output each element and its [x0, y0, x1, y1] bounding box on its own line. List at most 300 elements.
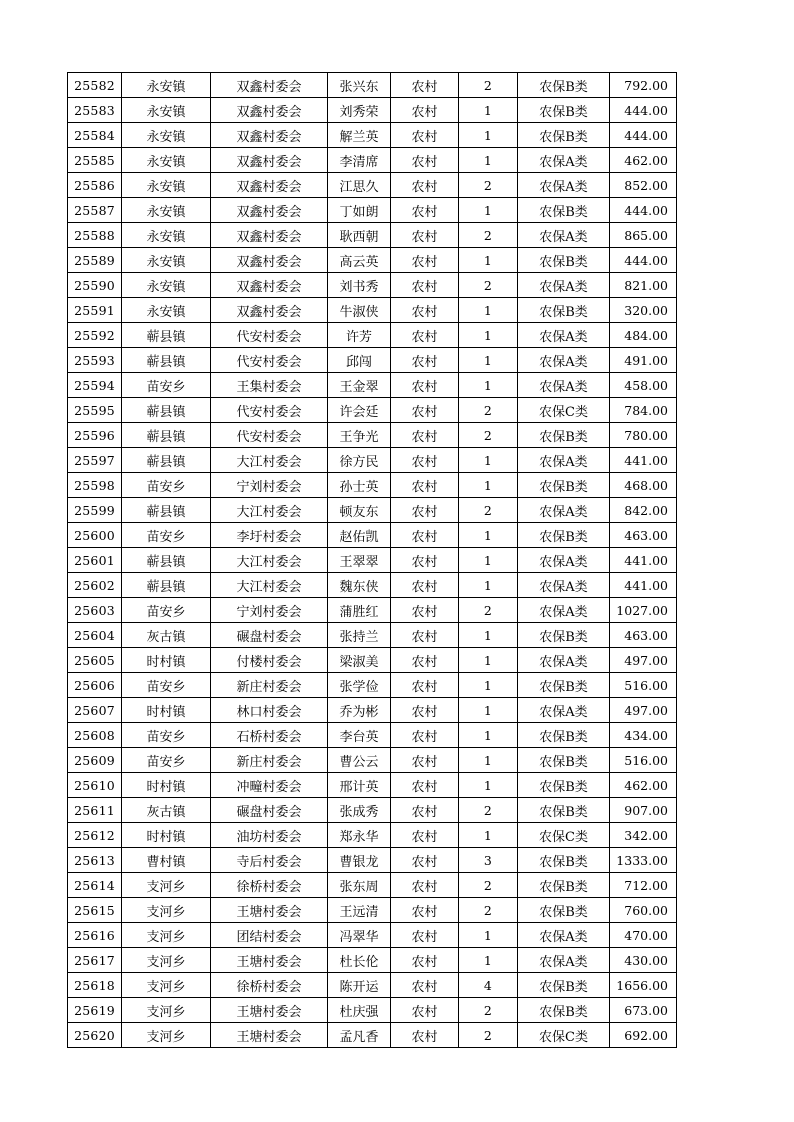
count-cell: 2 — [459, 223, 518, 248]
category-cell: 农保A类 — [518, 498, 610, 523]
name-cell: 顿友东 — [328, 498, 391, 523]
table-row — [68, 948, 677, 973]
name-cell: 李清席 — [328, 148, 391, 173]
category-cell: 农保B类 — [518, 723, 610, 748]
table-row — [68, 173, 677, 198]
type-cell: 农村 — [391, 823, 459, 848]
town-cell: 永安镇 — [122, 198, 211, 223]
town-cell: 灰古镇 — [122, 623, 211, 648]
village-cell: 王塘村委会 — [211, 898, 328, 923]
amount-cell: 780.00 — [610, 423, 677, 448]
count-cell: 2 — [459, 498, 518, 523]
count-cell: 3 — [459, 848, 518, 873]
village-cell: 双鑫村委会 — [211, 248, 328, 273]
amount-cell: 497.00 — [610, 698, 677, 723]
village-cell: 大江村委会 — [211, 548, 328, 573]
town-cell: 支河乡 — [122, 948, 211, 973]
village-cell: 团结村委会 — [211, 923, 328, 948]
category-cell: 农保B类 — [518, 623, 610, 648]
count-cell: 1 — [459, 148, 518, 173]
category-cell: 农保C类 — [518, 823, 610, 848]
id-cell: 25589 — [68, 248, 122, 273]
count-cell: 1 — [459, 923, 518, 948]
category-cell: 农保A类 — [518, 948, 610, 973]
count-cell: 1 — [459, 773, 518, 798]
table-row — [68, 798, 677, 823]
amount-cell: 1027.00 — [610, 598, 677, 623]
table-row — [68, 398, 677, 423]
name-cell: 杜长伦 — [328, 948, 391, 973]
village-cell: 大江村委会 — [211, 448, 328, 473]
name-cell: 许会廷 — [328, 398, 391, 423]
type-cell: 农村 — [391, 348, 459, 373]
amount-cell: 462.00 — [610, 773, 677, 798]
category-cell: 农保B类 — [518, 123, 610, 148]
count-cell: 1 — [459, 323, 518, 348]
category-cell: 农保A类 — [518, 323, 610, 348]
type-cell: 农村 — [391, 973, 459, 998]
count-cell: 1 — [459, 98, 518, 123]
category-cell: 农保B类 — [518, 798, 610, 823]
type-cell: 农村 — [391, 298, 459, 323]
type-cell: 农村 — [391, 198, 459, 223]
name-cell: 乔为彬 — [328, 698, 391, 723]
town-cell: 苗安乡 — [122, 473, 211, 498]
id-cell: 25613 — [68, 848, 122, 873]
town-cell: 蕲县镇 — [122, 398, 211, 423]
count-cell: 1 — [459, 723, 518, 748]
table-row — [68, 723, 677, 748]
town-cell: 时村镇 — [122, 648, 211, 673]
town-cell: 时村镇 — [122, 773, 211, 798]
town-cell: 苗安乡 — [122, 673, 211, 698]
id-cell: 25596 — [68, 423, 122, 448]
town-cell: 永安镇 — [122, 123, 211, 148]
count-cell: 1 — [459, 823, 518, 848]
count-cell: 2 — [459, 73, 518, 98]
count-cell: 1 — [459, 548, 518, 573]
type-cell: 农村 — [391, 848, 459, 873]
table-row — [68, 473, 677, 498]
category-cell: 农保B类 — [518, 73, 610, 98]
name-cell: 王翠翠 — [328, 548, 391, 573]
village-cell: 新庄村委会 — [211, 748, 328, 773]
amount-cell: 444.00 — [610, 98, 677, 123]
village-cell: 双鑫村委会 — [211, 98, 328, 123]
village-cell: 油坊村委会 — [211, 823, 328, 848]
name-cell: 孟凡香 — [328, 1023, 391, 1048]
village-cell: 双鑫村委会 — [211, 148, 328, 173]
id-cell: 25586 — [68, 173, 122, 198]
amount-cell: 692.00 — [610, 1023, 677, 1048]
id-cell: 25610 — [68, 773, 122, 798]
amount-cell: 516.00 — [610, 673, 677, 698]
table-row — [68, 223, 677, 248]
name-cell: 王争光 — [328, 423, 391, 448]
village-cell: 宁刘村委会 — [211, 473, 328, 498]
table-row — [68, 623, 677, 648]
town-cell: 蕲县镇 — [122, 323, 211, 348]
id-cell: 25605 — [68, 648, 122, 673]
table-row — [68, 673, 677, 698]
count-cell: 1 — [459, 648, 518, 673]
id-cell: 25614 — [68, 873, 122, 898]
id-cell: 25592 — [68, 323, 122, 348]
count-cell: 4 — [459, 973, 518, 998]
name-cell: 陈开运 — [328, 973, 391, 998]
name-cell: 邢计英 — [328, 773, 391, 798]
type-cell: 农村 — [391, 248, 459, 273]
table-row — [68, 698, 677, 723]
id-cell: 25620 — [68, 1023, 122, 1048]
town-cell: 时村镇 — [122, 698, 211, 723]
table-row — [68, 998, 677, 1023]
table-row — [68, 198, 677, 223]
category-cell: 农保A类 — [518, 448, 610, 473]
amount-cell: 463.00 — [610, 523, 677, 548]
amount-cell: 444.00 — [610, 198, 677, 223]
village-cell: 徐桥村委会 — [211, 973, 328, 998]
type-cell: 农村 — [391, 648, 459, 673]
category-cell: 农保A类 — [518, 273, 610, 298]
category-cell: 农保B类 — [518, 248, 610, 273]
category-cell: 农保C类 — [518, 398, 610, 423]
town-cell: 蕲县镇 — [122, 423, 211, 448]
category-cell: 农保B类 — [518, 998, 610, 1023]
type-cell: 农村 — [391, 273, 459, 298]
name-cell: 丁如朗 — [328, 198, 391, 223]
count-cell: 2 — [459, 173, 518, 198]
village-cell: 石桥村委会 — [211, 723, 328, 748]
village-cell: 林口村委会 — [211, 698, 328, 723]
amount-cell: 516.00 — [610, 748, 677, 773]
amount-cell: 792.00 — [610, 73, 677, 98]
amount-cell: 458.00 — [610, 373, 677, 398]
count-cell: 1 — [459, 573, 518, 598]
town-cell: 永安镇 — [122, 248, 211, 273]
count-cell: 2 — [459, 273, 518, 298]
category-cell: 农保A类 — [518, 573, 610, 598]
category-cell: 农保B类 — [518, 748, 610, 773]
amount-cell: 907.00 — [610, 798, 677, 823]
village-cell: 付楼村委会 — [211, 648, 328, 673]
id-cell: 25593 — [68, 348, 122, 373]
town-cell: 蕲县镇 — [122, 348, 211, 373]
count-cell: 2 — [459, 598, 518, 623]
name-cell: 曹公云 — [328, 748, 391, 773]
table-row — [68, 873, 677, 898]
category-cell: 农保A类 — [518, 373, 610, 398]
category-cell: 农保C类 — [518, 1023, 610, 1048]
id-cell: 25595 — [68, 398, 122, 423]
count-cell: 1 — [459, 673, 518, 698]
count-cell: 1 — [459, 123, 518, 148]
id-cell: 25588 — [68, 223, 122, 248]
id-cell: 25597 — [68, 448, 122, 473]
name-cell: 魏东侠 — [328, 573, 391, 598]
category-cell: 农保A类 — [518, 348, 610, 373]
amount-cell: 444.00 — [610, 123, 677, 148]
category-cell: 农保B类 — [518, 873, 610, 898]
count-cell: 1 — [459, 248, 518, 273]
id-cell: 25587 — [68, 198, 122, 223]
type-cell: 农村 — [391, 798, 459, 823]
id-cell: 25615 — [68, 898, 122, 923]
name-cell: 冯翠华 — [328, 923, 391, 948]
category-cell: 农保A类 — [518, 648, 610, 673]
category-cell: 农保B类 — [518, 898, 610, 923]
type-cell: 农村 — [391, 598, 459, 623]
town-cell: 支河乡 — [122, 923, 211, 948]
type-cell: 农村 — [391, 98, 459, 123]
name-cell: 耿西朝 — [328, 223, 391, 248]
id-cell: 25617 — [68, 948, 122, 973]
count-cell: 1 — [459, 948, 518, 973]
id-cell: 25583 — [68, 98, 122, 123]
table-row — [68, 73, 677, 98]
table-row — [68, 373, 677, 398]
name-cell: 曹银龙 — [328, 848, 391, 873]
name-cell: 梁淑美 — [328, 648, 391, 673]
type-cell: 农村 — [391, 873, 459, 898]
type-cell: 农村 — [391, 398, 459, 423]
category-cell: 农保A类 — [518, 148, 610, 173]
type-cell: 农村 — [391, 73, 459, 98]
village-cell: 代安村委会 — [211, 398, 328, 423]
type-cell: 农村 — [391, 898, 459, 923]
town-cell: 苗安乡 — [122, 523, 211, 548]
amount-cell: 852.00 — [610, 173, 677, 198]
id-cell: 25590 — [68, 273, 122, 298]
table-row — [68, 648, 677, 673]
village-cell: 双鑫村委会 — [211, 198, 328, 223]
town-cell: 蕲县镇 — [122, 498, 211, 523]
table-row — [68, 273, 677, 298]
count-cell: 1 — [459, 523, 518, 548]
village-cell: 碾盘村委会 — [211, 798, 328, 823]
count-cell: 2 — [459, 398, 518, 423]
table-row — [68, 298, 677, 323]
count-cell: 1 — [459, 748, 518, 773]
category-cell: 农保B类 — [518, 973, 610, 998]
village-cell: 双鑫村委会 — [211, 123, 328, 148]
name-cell: 孙士英 — [328, 473, 391, 498]
category-cell: 农保A类 — [518, 698, 610, 723]
type-cell: 农村 — [391, 673, 459, 698]
town-cell: 灰古镇 — [122, 798, 211, 823]
id-cell: 25584 — [68, 123, 122, 148]
table-row — [68, 823, 677, 848]
id-cell: 25607 — [68, 698, 122, 723]
name-cell: 张成秀 — [328, 798, 391, 823]
name-cell: 张兴东 — [328, 73, 391, 98]
name-cell: 赵佑凯 — [328, 523, 391, 548]
table-row — [68, 148, 677, 173]
category-cell: 农保A类 — [518, 223, 610, 248]
table-row — [68, 98, 677, 123]
table-row — [68, 523, 677, 548]
amount-cell: 463.00 — [610, 623, 677, 648]
type-cell: 农村 — [391, 773, 459, 798]
town-cell: 蕲县镇 — [122, 548, 211, 573]
type-cell: 农村 — [391, 923, 459, 948]
id-cell: 25616 — [68, 923, 122, 948]
village-cell: 王集村委会 — [211, 373, 328, 398]
count-cell: 1 — [459, 623, 518, 648]
count-cell: 2 — [459, 423, 518, 448]
table-row — [68, 548, 677, 573]
category-cell: 农保B类 — [518, 773, 610, 798]
village-cell: 李圩村委会 — [211, 523, 328, 548]
town-cell: 蕲县镇 — [122, 448, 211, 473]
id-cell: 25619 — [68, 998, 122, 1023]
category-cell: 农保B类 — [518, 523, 610, 548]
name-cell: 张学俭 — [328, 673, 391, 698]
category-cell: 农保B类 — [518, 198, 610, 223]
village-cell: 代安村委会 — [211, 423, 328, 448]
table-row — [68, 348, 677, 373]
name-cell: 李台英 — [328, 723, 391, 748]
type-cell: 农村 — [391, 523, 459, 548]
id-cell: 25606 — [68, 673, 122, 698]
table-row — [68, 1023, 677, 1048]
type-cell: 农村 — [391, 223, 459, 248]
category-cell: 农保A类 — [518, 173, 610, 198]
village-cell: 大江村委会 — [211, 573, 328, 598]
town-cell: 支河乡 — [122, 973, 211, 998]
table-row — [68, 323, 677, 348]
amount-cell: 468.00 — [610, 473, 677, 498]
id-cell: 25594 — [68, 373, 122, 398]
village-cell: 新庄村委会 — [211, 673, 328, 698]
amount-cell: 342.00 — [610, 823, 677, 848]
name-cell: 王金翠 — [328, 373, 391, 398]
village-cell: 双鑫村委会 — [211, 223, 328, 248]
amount-cell: 673.00 — [610, 998, 677, 1023]
type-cell: 农村 — [391, 123, 459, 148]
table-row — [68, 423, 677, 448]
town-cell: 支河乡 — [122, 1023, 211, 1048]
town-cell: 永安镇 — [122, 148, 211, 173]
table-row — [68, 748, 677, 773]
id-cell: 25582 — [68, 73, 122, 98]
count-cell: 2 — [459, 898, 518, 923]
table-row — [68, 773, 677, 798]
type-cell: 农村 — [391, 1023, 459, 1048]
name-cell: 徐方民 — [328, 448, 391, 473]
name-cell: 郑永华 — [328, 823, 391, 848]
count-cell: 1 — [459, 298, 518, 323]
amount-cell: 491.00 — [610, 348, 677, 373]
id-cell: 25611 — [68, 798, 122, 823]
type-cell: 农村 — [391, 373, 459, 398]
count-cell: 1 — [459, 373, 518, 398]
category-cell: 农保B类 — [518, 298, 610, 323]
category-cell: 农保B类 — [518, 423, 610, 448]
village-cell: 王塘村委会 — [211, 998, 328, 1023]
name-cell: 杜庆强 — [328, 998, 391, 1023]
village-cell: 王塘村委会 — [211, 1023, 328, 1048]
count-cell: 1 — [459, 698, 518, 723]
type-cell: 农村 — [391, 548, 459, 573]
name-cell: 王远清 — [328, 898, 391, 923]
id-cell: 25601 — [68, 548, 122, 573]
village-cell: 双鑫村委会 — [211, 273, 328, 298]
id-cell: 25600 — [68, 523, 122, 548]
category-cell: 农保B类 — [518, 98, 610, 123]
village-cell: 冲疃村委会 — [211, 773, 328, 798]
id-cell: 25602 — [68, 573, 122, 598]
type-cell: 农村 — [391, 498, 459, 523]
name-cell: 高云英 — [328, 248, 391, 273]
type-cell: 农村 — [391, 423, 459, 448]
town-cell: 支河乡 — [122, 873, 211, 898]
table-row — [68, 923, 677, 948]
town-cell: 时村镇 — [122, 823, 211, 848]
count-cell: 2 — [459, 873, 518, 898]
category-cell: 农保B类 — [518, 473, 610, 498]
village-cell: 双鑫村委会 — [211, 73, 328, 98]
village-cell: 大江村委会 — [211, 498, 328, 523]
count-cell: 1 — [459, 473, 518, 498]
town-cell: 苗安乡 — [122, 598, 211, 623]
id-cell: 25603 — [68, 598, 122, 623]
category-cell: 农保A类 — [518, 598, 610, 623]
count-cell: 1 — [459, 448, 518, 473]
amount-cell: 444.00 — [610, 248, 677, 273]
town-cell: 苗安乡 — [122, 748, 211, 773]
count-cell: 2 — [459, 798, 518, 823]
village-cell: 王塘村委会 — [211, 948, 328, 973]
table-row — [68, 573, 677, 598]
table-row — [68, 248, 677, 273]
name-cell: 张东周 — [328, 873, 391, 898]
id-cell: 25585 — [68, 148, 122, 173]
village-cell: 代安村委会 — [211, 348, 328, 373]
table-row — [68, 498, 677, 523]
amount-cell: 842.00 — [610, 498, 677, 523]
name-cell: 蒲胜红 — [328, 598, 391, 623]
amount-cell: 434.00 — [610, 723, 677, 748]
count-cell: 2 — [459, 1023, 518, 1048]
amount-cell: 484.00 — [610, 323, 677, 348]
subsidy-table — [67, 72, 677, 1048]
amount-cell: 1656.00 — [610, 973, 677, 998]
town-cell: 苗安乡 — [122, 723, 211, 748]
name-cell: 刘书秀 — [328, 273, 391, 298]
name-cell: 许芳 — [328, 323, 391, 348]
type-cell: 农村 — [391, 948, 459, 973]
category-cell: 农保B类 — [518, 673, 610, 698]
village-cell: 徐桥村委会 — [211, 873, 328, 898]
table-body — [68, 73, 677, 1048]
type-cell: 农村 — [391, 698, 459, 723]
name-cell: 张持兰 — [328, 623, 391, 648]
category-cell: 农保B类 — [518, 848, 610, 873]
id-cell: 25599 — [68, 498, 122, 523]
type-cell: 农村 — [391, 323, 459, 348]
amount-cell: 441.00 — [610, 448, 677, 473]
amount-cell: 821.00 — [610, 273, 677, 298]
table-row — [68, 598, 677, 623]
name-cell: 牛淑侠 — [328, 298, 391, 323]
amount-cell: 430.00 — [610, 948, 677, 973]
amount-cell: 497.00 — [610, 648, 677, 673]
id-cell: 25612 — [68, 823, 122, 848]
name-cell: 邱闯 — [328, 348, 391, 373]
amount-cell: 441.00 — [610, 573, 677, 598]
name-cell: 江思久 — [328, 173, 391, 198]
